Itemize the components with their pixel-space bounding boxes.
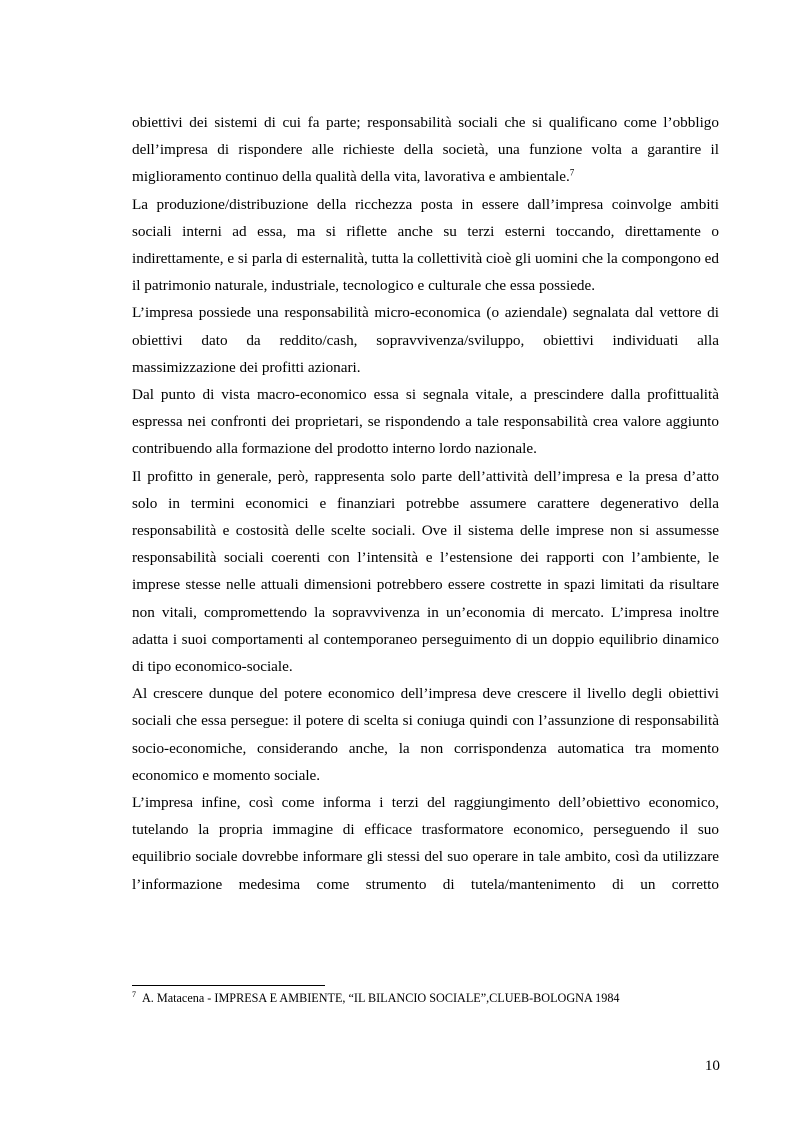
footnote-reference: 7 (569, 168, 575, 179)
body-text (132, 109, 719, 898)
footnote-number: 7 (132, 990, 136, 1000)
paragraph: L’impresa infine, così come informa i terzi del raggiungimento dell’obiettivo economico, tutelando la propria immagine di efficace trasformatore economico, perseguendo il suo equilibrio sociale dovrebbe informare gli stessi del suo operare in tale ambito, così da utilizzare l’informazione medesima come strumento di tutela/mantenimento di un corretto (132, 794, 719, 893)
paragraph: Il profitto in generale, però, rappresenta solo parte dell’attività dell’impresa e la presa d’atto solo in termini economici e finanziari potrebbe assumere carattere degenerativo della responsabilità e costosità delle scelte sociali. Ove il sistema delle imprese non si assumesse responsabilità sociali coerenti con l’intensità e l’estensione dei rapporti con l’ambiente, le imprese stesse nelle attuali dimensioni potrebbero essere costrette in spazi limitati da risultare non vitali, compromettendo la sopravvivenza in un’economia di mercato. L’impresa inoltre adatta i suoi comportamenti al contemporaneo perseguimento di un doppio equilibrio dinamico di tipo economico-sociale. (132, 467, 719, 676)
paragraph: L’impresa possiede una responsabilità micro-economica (o aziendale) segnalata dal vettore di obiettivi dato da reddito/cash, sopravvivenza/sviluppo, obiettivi individuati alla massimizzazione dei profitti azionari. (132, 304, 719, 376)
footnote-separator (132, 985, 325, 986)
paragraph: Al crescere dunque del potere economico dell’impresa deve crescere il livello degli obiettivi sociali che essa persegue: il potere di scelta si coniuga quindi con l’assunzione di responsabilità socio-economiche, considerando anche, la non corrispondenza automatica tra momento economico e momento sociale. (132, 685, 719, 784)
paragraph (132, 109, 719, 191)
footnote (132, 990, 732, 1006)
page-number: 10 (704, 1057, 720, 1074)
paragraph-text: obiettivi dei sistemi di cui fa parte; responsabilità sociali che si qualificano come l’obbligo dell’impresa di rispondere alle richieste della società, una funzione volta a garantire il miglioramento continuo della qualità della vita, lavorativa e ambientale. (132, 114, 719, 186)
paragraph: Dal punto di vista macro-economico essa si segnala vitale, a prescindere dalla profittualità espressa nei confronti dei proprietari, se rispondendo a tale responsabilità crea valore aggiunto contribuendo alla formazione del prodotto interno lordo nazionale. (132, 386, 719, 458)
footnote-text: A. Matacena - IMPRESA E AMBIENTE, “IL BILANCIO SOCIALE”,CLUEB-BOLOGNA 1984 (142, 991, 620, 1005)
paragraph: La produzione/distribuzione della ricchezza posta in essere dall’impresa coinvolge ambiti sociali interni ad essa, ma si riflette anche su terzi esterni toccando, direttamente o indirettamente, e si parla di esternalità, tutta la collettività cioè gli uomini che la compongono ed il patrimonio naturale, industriale, tecnologico e culturale che essa possiede. (132, 195, 719, 295)
